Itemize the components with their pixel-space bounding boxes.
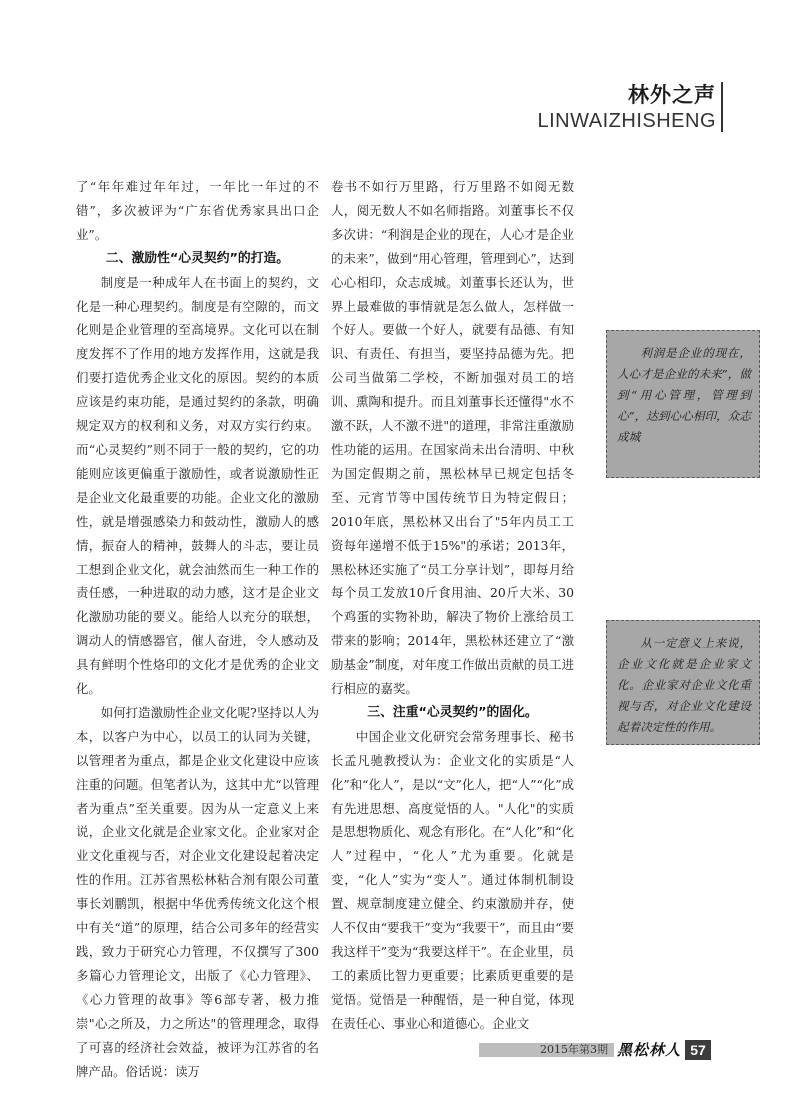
section-heading: 二、激励性“心灵契约”的打造。 — [105, 250, 290, 266]
page-number: 57 — [685, 1040, 711, 1060]
magazine-logo: 黑松林人 — [617, 1041, 682, 1059]
section-header — [538, 82, 717, 134]
body-paragraph: 卷书不如行万里路，行万里路不如阅无数人，阅无数人不如名师指路。刘董事长不仅多次讲：“利润是企业的现在，人心才是企业的未来”，做到“用心管理，管理到心”，达到心心相印，众志成城。刘董事长还认为，世界上最难做的事情就是怎么做人，怎样做一个好人。要做一个好人，就要有品德、有知识、有责任、有担当，要坚持品德为先。把公司当做第二学校，不断加强对员工的培训、熏陶和提升。而且刘董事长还懂得"水不激不跃，人不激不进"的道理，非常注重激励性功能的运用。在国家尚未出台清明、中秋为国定假期之前，黑松林早已规定包括冬至、元宵节等中国传统节日为特定假日；2010年底，黑松林又出台了"5年内员工工资每年递增不低于15%"的承诺；2013年，黑松林还实施了“员工分享计划”，即每月给每个员工发放10斤食用油、20斤大米、30个鸡蛋的实物补助，解决了物价上涨给员工带来的影响；2014年，黑松林还建立了“激励基金”制度，对年度工作做出贡献的员工进行相应的嘉奖。 — [331, 179, 574, 697]
section-title-cn: 林外之声 — [628, 83, 716, 107]
header-divider — [721, 82, 723, 132]
right-column — [331, 175, 574, 1036]
page-footer — [479, 1040, 711, 1060]
pull-quote-text: 从一定意义上来说，企业文化就是企业家文化。企业家对企业文化重视与否，对企业文化建设起着决定性的作用。 — [617, 636, 751, 734]
body-paragraph: 了“年年难过年年过，一年比一年过的不错”，多次被评为“广东省优秀家具出口企业”。 — [76, 179, 319, 242]
issue-label: 2015年第3期 — [479, 1043, 614, 1057]
body-paragraph: 中国企业文化研究会常务理事长、秘书长孟凡驰教授认为：企业文化的实质是“人化”和“化人”，是以“文”化人，把“人”“化”成有先进思想、高度觉悟的人。"人化"的实质是思想物质化、观念有形化。在“人化”和“化人”过程中，“化人”尤为重要。化就是变，“化人”实为“变人”。通过体制机制设置、规章制度建立健全、约束激励并存，使人不仅由“要我干”变为“我要干”，而且由“要我这样干”变为“我要这样干”。在企业里，员工的素质比智力更重要；比素质更重要的是觉悟。觉悟是一种醒悟，是一种自觉，体现在责任心、事业心和道德心。企业文 — [331, 728, 574, 1031]
body-paragraph: 如何打造激励性企业文化呢?坚持以人为本，以客户为中心，以员工的认同为关键，以管理者为重点，都是企业文化建设中应该注重的问题。但笔者认为，这其中尤“以管理者为重点”至关重要。因为从一定意义上来说，企业文化就是企业家文化。企业家对企业文化重视与否，对企业文化建设起着决定性的作用。江苏省黑松林粘合剂有限公司董事长刘鹏凯，根据中华优秀传统文化这个根中有关“道”的原理，结合公司多年的经营实践，致力于研究心力管理，不仅撰写了300多篇心力管理论文，出版了《心力管理》、《心力管理的故事》等6部专著，极力推崇"心之所及，力之所达"的管理理念，取得了可喜的经济社会效益，被评为江苏省的名牌产品。俗话说：读万 — [76, 704, 319, 1079]
body-paragraph: 制度是一种成年人在书面上的契约，文化是一种心理契约。制度是有空隙的，而文化则是企业管理的至高境界。文化可以在制度发挥不了作用的地方发挥作用，这就是我们要打造优秀企业文化的原因。契约的本质应该是约束功能，是通过契约的条款，明确规定双方的权利和义务，对双方实行约束。而“心灵契约”则不同于一般的契约，它的功能则应该更偏重于激励性，或者说激励性正是企业文化最重要的功能。企业文化的激励性，就是增强感染力和鼓动性，激励人的感情，振奋人的精神，鼓舞人的斗志，要让员工想到企业文化，就会油然而生一种工作的责任感，一种进取的动力感，这才是企业文化激励功能的要义。能给人以充分的联想，调动人的情感器官，催人奋进，令人感动及具有鲜明个性烙印的文化才是优秀的企业文化。 — [76, 274, 319, 697]
pull-quote-text: 利润是企业的现在，人心才是企业的未来”，做到“用心管理，管理到心”，达到心心相印，众志成城 — [617, 346, 751, 444]
section-title-en: LINWAIZHISHENG — [537, 110, 716, 132]
left-column — [76, 175, 319, 1083]
pull-quote-1 — [606, 330, 760, 478]
pull-quote-2 — [606, 620, 760, 745]
section-heading: 三、注重“心灵契约”的固化。 — [367, 704, 538, 720]
